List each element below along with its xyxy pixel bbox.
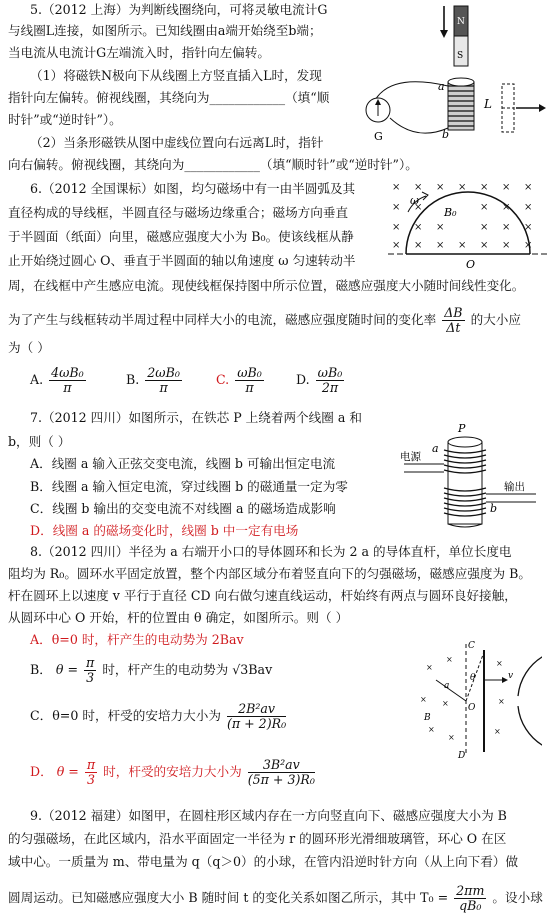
q9-line-1: 9.（2012 福建）如图甲，在圆柱形区域内存在一方向竖直向下、磁感应强度大小为 B bbox=[30, 808, 507, 823]
q8-option-d-label: D． bbox=[30, 764, 53, 779]
q6-option-a-den: π bbox=[63, 380, 72, 395]
q5-line-5: 指针向左偏转。俯视线圈，其绕向为____________（填“顺 bbox=[8, 90, 330, 105]
q6-option-a-num: 4ωB₀ bbox=[51, 365, 84, 380]
svg-text:×: × bbox=[446, 655, 453, 664]
svg-text:×: × bbox=[392, 240, 401, 251]
svg-text:×: × bbox=[480, 202, 489, 213]
q8-line-4: 从圆环中心 O 开始，杆的位置由 θ 确定，如图所示。则（ ） bbox=[8, 610, 349, 625]
q8-option-b-text: 时，杆产生的电动势为 √3Bav bbox=[102, 662, 273, 677]
q7-option-a: A．线圈 a 输入正弦交变电流，线圈 b 可输出恒定电流 bbox=[30, 456, 336, 471]
q8-option-d bbox=[30, 758, 317, 787]
coil-b-label: b bbox=[442, 128, 450, 141]
q6-option-c-label: C. bbox=[216, 372, 230, 387]
q7-iron-core-figure bbox=[396, 420, 546, 530]
q8-line-2: 阻均为 R₀。圆环水平固定放置，整个内部区域分布着竖直向下的匀强磁场，磁感应强度为 B。 bbox=[8, 566, 531, 581]
svg-text:×: × bbox=[498, 697, 505, 706]
svg-text:×: × bbox=[502, 240, 511, 251]
q6-line-5: 周，在线框中产生感应电流。现使线框保持图中所示位置，磁感应强度大小随时间线性变化。 bbox=[8, 278, 525, 293]
svg-text:×: × bbox=[524, 202, 533, 213]
svg-text:×: × bbox=[502, 222, 511, 233]
q8-option-c-text: C．θ=0 时，杆受的安培力大小为 bbox=[30, 708, 221, 723]
q6-option-b-den: π bbox=[159, 380, 168, 395]
q6-line-6 bbox=[8, 306, 521, 335]
magnet-s-label: S bbox=[457, 51, 464, 61]
q6-rate-fraction bbox=[442, 306, 464, 335]
svg-text:×: × bbox=[502, 182, 511, 193]
q5-line-6: 时针”或“逆时针”）。 bbox=[8, 112, 122, 127]
svg-text:×: × bbox=[480, 222, 489, 233]
coil-b-label: b bbox=[490, 502, 498, 515]
q9-line-4 bbox=[8, 884, 543, 913]
center-o-label: O bbox=[468, 703, 476, 713]
q8-option-d-den2: (5π + 3)R₀ bbox=[247, 772, 315, 787]
q6-option-c bbox=[216, 366, 266, 395]
field-b-label: B bbox=[424, 713, 431, 723]
q6-line-2: 直径构成的导线框，半圆直径与磁场边缘重合；磁场方向垂直 bbox=[8, 205, 349, 220]
q9-line-4-tail: 。设小球 bbox=[492, 890, 543, 905]
q9-line-3: 域中心。一质量为 m、带电量为 q（q＞0）的小球，在管内沿逆时针方向（从上向下看）做 bbox=[8, 854, 519, 869]
point-d-label: D bbox=[458, 751, 466, 760]
velocity-v-label: v bbox=[508, 671, 514, 681]
q6-option-c-num: ωB₀ bbox=[237, 365, 262, 380]
svg-text:×: × bbox=[480, 182, 489, 193]
svg-text:×: × bbox=[436, 222, 445, 233]
q6-line-1: 6.（2012 全国课标）如图，均匀磁场中有一由半圆弧及其 bbox=[30, 181, 356, 196]
svg-text:×: × bbox=[458, 240, 467, 251]
q5-line-2: 与线圈L连接，如图所示。已知线圈由a端开始绕至b端； bbox=[8, 23, 322, 38]
q6-option-d bbox=[296, 366, 346, 395]
svg-text:×: × bbox=[428, 725, 435, 734]
q6-option-a bbox=[30, 366, 88, 395]
q8-option-a: A．θ=0 时，杆产生的电动势为 2Bav bbox=[30, 632, 244, 647]
q6-option-d-den: 2π bbox=[321, 380, 339, 395]
q8-option-d-num1: π bbox=[86, 757, 96, 772]
q6-option-d-label: D. bbox=[296, 372, 310, 387]
q9-t0-den: qB₀ bbox=[459, 898, 482, 913]
svg-text:×: × bbox=[524, 240, 533, 251]
q8-option-b-den: 3 bbox=[86, 670, 95, 685]
svg-text:×: × bbox=[502, 202, 511, 213]
q7-option-b: B．线圈 a 输入恒定电流，穿过线圈 b 的磁通量一定为零 bbox=[30, 479, 348, 494]
svg-text:×: × bbox=[436, 182, 445, 193]
point-c-label: C bbox=[468, 641, 475, 651]
coil-a-label: a bbox=[432, 442, 439, 455]
q6-line-6-tail: 的大小应 bbox=[470, 312, 521, 327]
q8-option-d-den1: 3 bbox=[87, 772, 96, 787]
q8-option-b-theta: θ = bbox=[55, 662, 79, 677]
q6-semicircle-field-figure bbox=[388, 176, 550, 270]
q5-line-8: 向右偏转。俯视线圈，其绕向为____________（填“顺时针”或“逆时针”）。 bbox=[8, 157, 418, 172]
b0-label: B₀ bbox=[444, 206, 457, 219]
center-o-label: O bbox=[466, 258, 476, 270]
q6-line-4: 止开始绕过圆心 O、垂直于半圆面的轴以角速度 ω 匀速转动半 bbox=[8, 253, 356, 268]
svg-text:×: × bbox=[414, 202, 423, 213]
svg-text:×: × bbox=[442, 699, 449, 708]
q6-option-c-den: π bbox=[245, 380, 254, 395]
q5-line-3: 当电流从电流计G左端流入时，指针向左偏转。 bbox=[8, 45, 270, 60]
svg-text:×: × bbox=[414, 240, 423, 251]
svg-text:×: × bbox=[480, 240, 489, 251]
q9-line-4-text: 圆周运动。已知磁感应强度大小 B 随时间 t 的变化关系如图乙所示，其中 T₀ = bbox=[8, 890, 449, 905]
q8-option-d-text: 时，杆受的安培力大小为 bbox=[103, 764, 242, 779]
svg-text:×: × bbox=[392, 182, 401, 193]
q8-option-b-num: π bbox=[86, 655, 95, 670]
q9-t0-num: 2πm bbox=[456, 883, 485, 898]
q6-option-d-num: ωB₀ bbox=[317, 365, 343, 380]
q8-line-1: 8.（2012 四川）半径为 a 右端开小口的导体圆环和长为 2 a 的导体直杆，单位长度电 bbox=[30, 544, 512, 559]
q8-option-c-num: 2B²av bbox=[227, 702, 286, 717]
svg-text:×: × bbox=[414, 222, 423, 233]
q8-ring-rod-figure bbox=[406, 640, 542, 760]
q8-option-c-den: (π + 2)R₀ bbox=[226, 716, 287, 731]
q8-option-b bbox=[30, 656, 272, 685]
q7-option-d: D．线圈 a 的磁场变化时，线圈 b 中一定有电场 bbox=[30, 523, 299, 538]
q6-line-6-text: 为了产生与线框转动半周过程中同样大小的电流，磁感应强度随时间的变化率 bbox=[8, 312, 437, 327]
svg-text:×: × bbox=[524, 222, 533, 233]
svg-text:×: × bbox=[436, 240, 445, 251]
coil-a-label: a bbox=[438, 80, 445, 93]
q7-line-1: 7.（2012 四川）如图所示，在铁芯 P 上绕着两个线圈 a 和 bbox=[30, 410, 362, 425]
coil-l-label: L bbox=[484, 97, 492, 111]
source-label: 电源 bbox=[400, 451, 421, 463]
svg-text:×: × bbox=[524, 182, 533, 193]
svg-text:×: × bbox=[458, 182, 467, 193]
svg-text:×: × bbox=[420, 695, 427, 704]
magnet-n-label: N bbox=[457, 17, 465, 27]
svg-text:×: × bbox=[426, 663, 433, 672]
q6-line-3: 于半圆面（纸面）向里，磁感应强度大小为 B₀。使该线框从静 bbox=[8, 229, 354, 244]
svg-text:×: × bbox=[392, 222, 401, 233]
q9-line-2: 的匀强磁场，在此区域内，沿水平面固定一半径为 r 的圆环形光滑细玻璃管，环心 O 在区 bbox=[8, 831, 507, 846]
output-label: 输出 bbox=[504, 481, 525, 493]
q5-line-1: 5.（2012 上海）为判断线圈绕向，可将灵敏电流计G bbox=[30, 2, 328, 17]
core-p-label: P bbox=[458, 422, 466, 435]
angle-theta-label: θ bbox=[470, 673, 476, 683]
radius-a-label: a bbox=[444, 681, 450, 691]
svg-text:×: × bbox=[392, 202, 401, 213]
q8-option-d-num2: 3B²av bbox=[248, 758, 315, 773]
q6-rate-den: Δt bbox=[446, 320, 461, 335]
q7-option-c: C．线圈 b 输出的交变电流不对线圈 a 的磁场造成影响 bbox=[30, 501, 336, 516]
galvanometer-g-label: G bbox=[374, 130, 383, 143]
omega-label: ω bbox=[410, 194, 419, 207]
q5-line-4: （1）将磁铁N极向下从线圈上方竖直插入L时，发现 bbox=[30, 68, 322, 83]
q8-line-3: 杆在圆环上以速度 v 平行于直径 CD 向右做匀速直线运动，杆始终有两点与圆环良好接触， bbox=[8, 588, 517, 603]
q5-coil-circuit-figure bbox=[356, 2, 552, 152]
svg-text:×: × bbox=[496, 659, 503, 668]
q6-rate-num: ΔB bbox=[444, 305, 463, 320]
q6-option-a-label: A. bbox=[30, 372, 44, 387]
q5-line-7: （2）当条形磁铁从图中虚线位置向右远离L时，指针 bbox=[30, 135, 324, 150]
svg-text:×: × bbox=[448, 733, 455, 742]
q8-option-c bbox=[30, 702, 288, 731]
q6-option-b-num: 2ωB₀ bbox=[147, 365, 180, 380]
q8-option-b-label: B． bbox=[30, 662, 52, 677]
q6-option-b bbox=[126, 366, 184, 395]
q6-line-7: 为（ ） bbox=[8, 340, 50, 355]
svg-text:×: × bbox=[494, 727, 501, 736]
q6-option-b-label: B. bbox=[126, 372, 140, 387]
svg-text:×: × bbox=[414, 182, 423, 193]
q8-option-d-theta: θ = bbox=[56, 764, 79, 779]
q7-line-2: b，则（ ） bbox=[8, 434, 71, 449]
